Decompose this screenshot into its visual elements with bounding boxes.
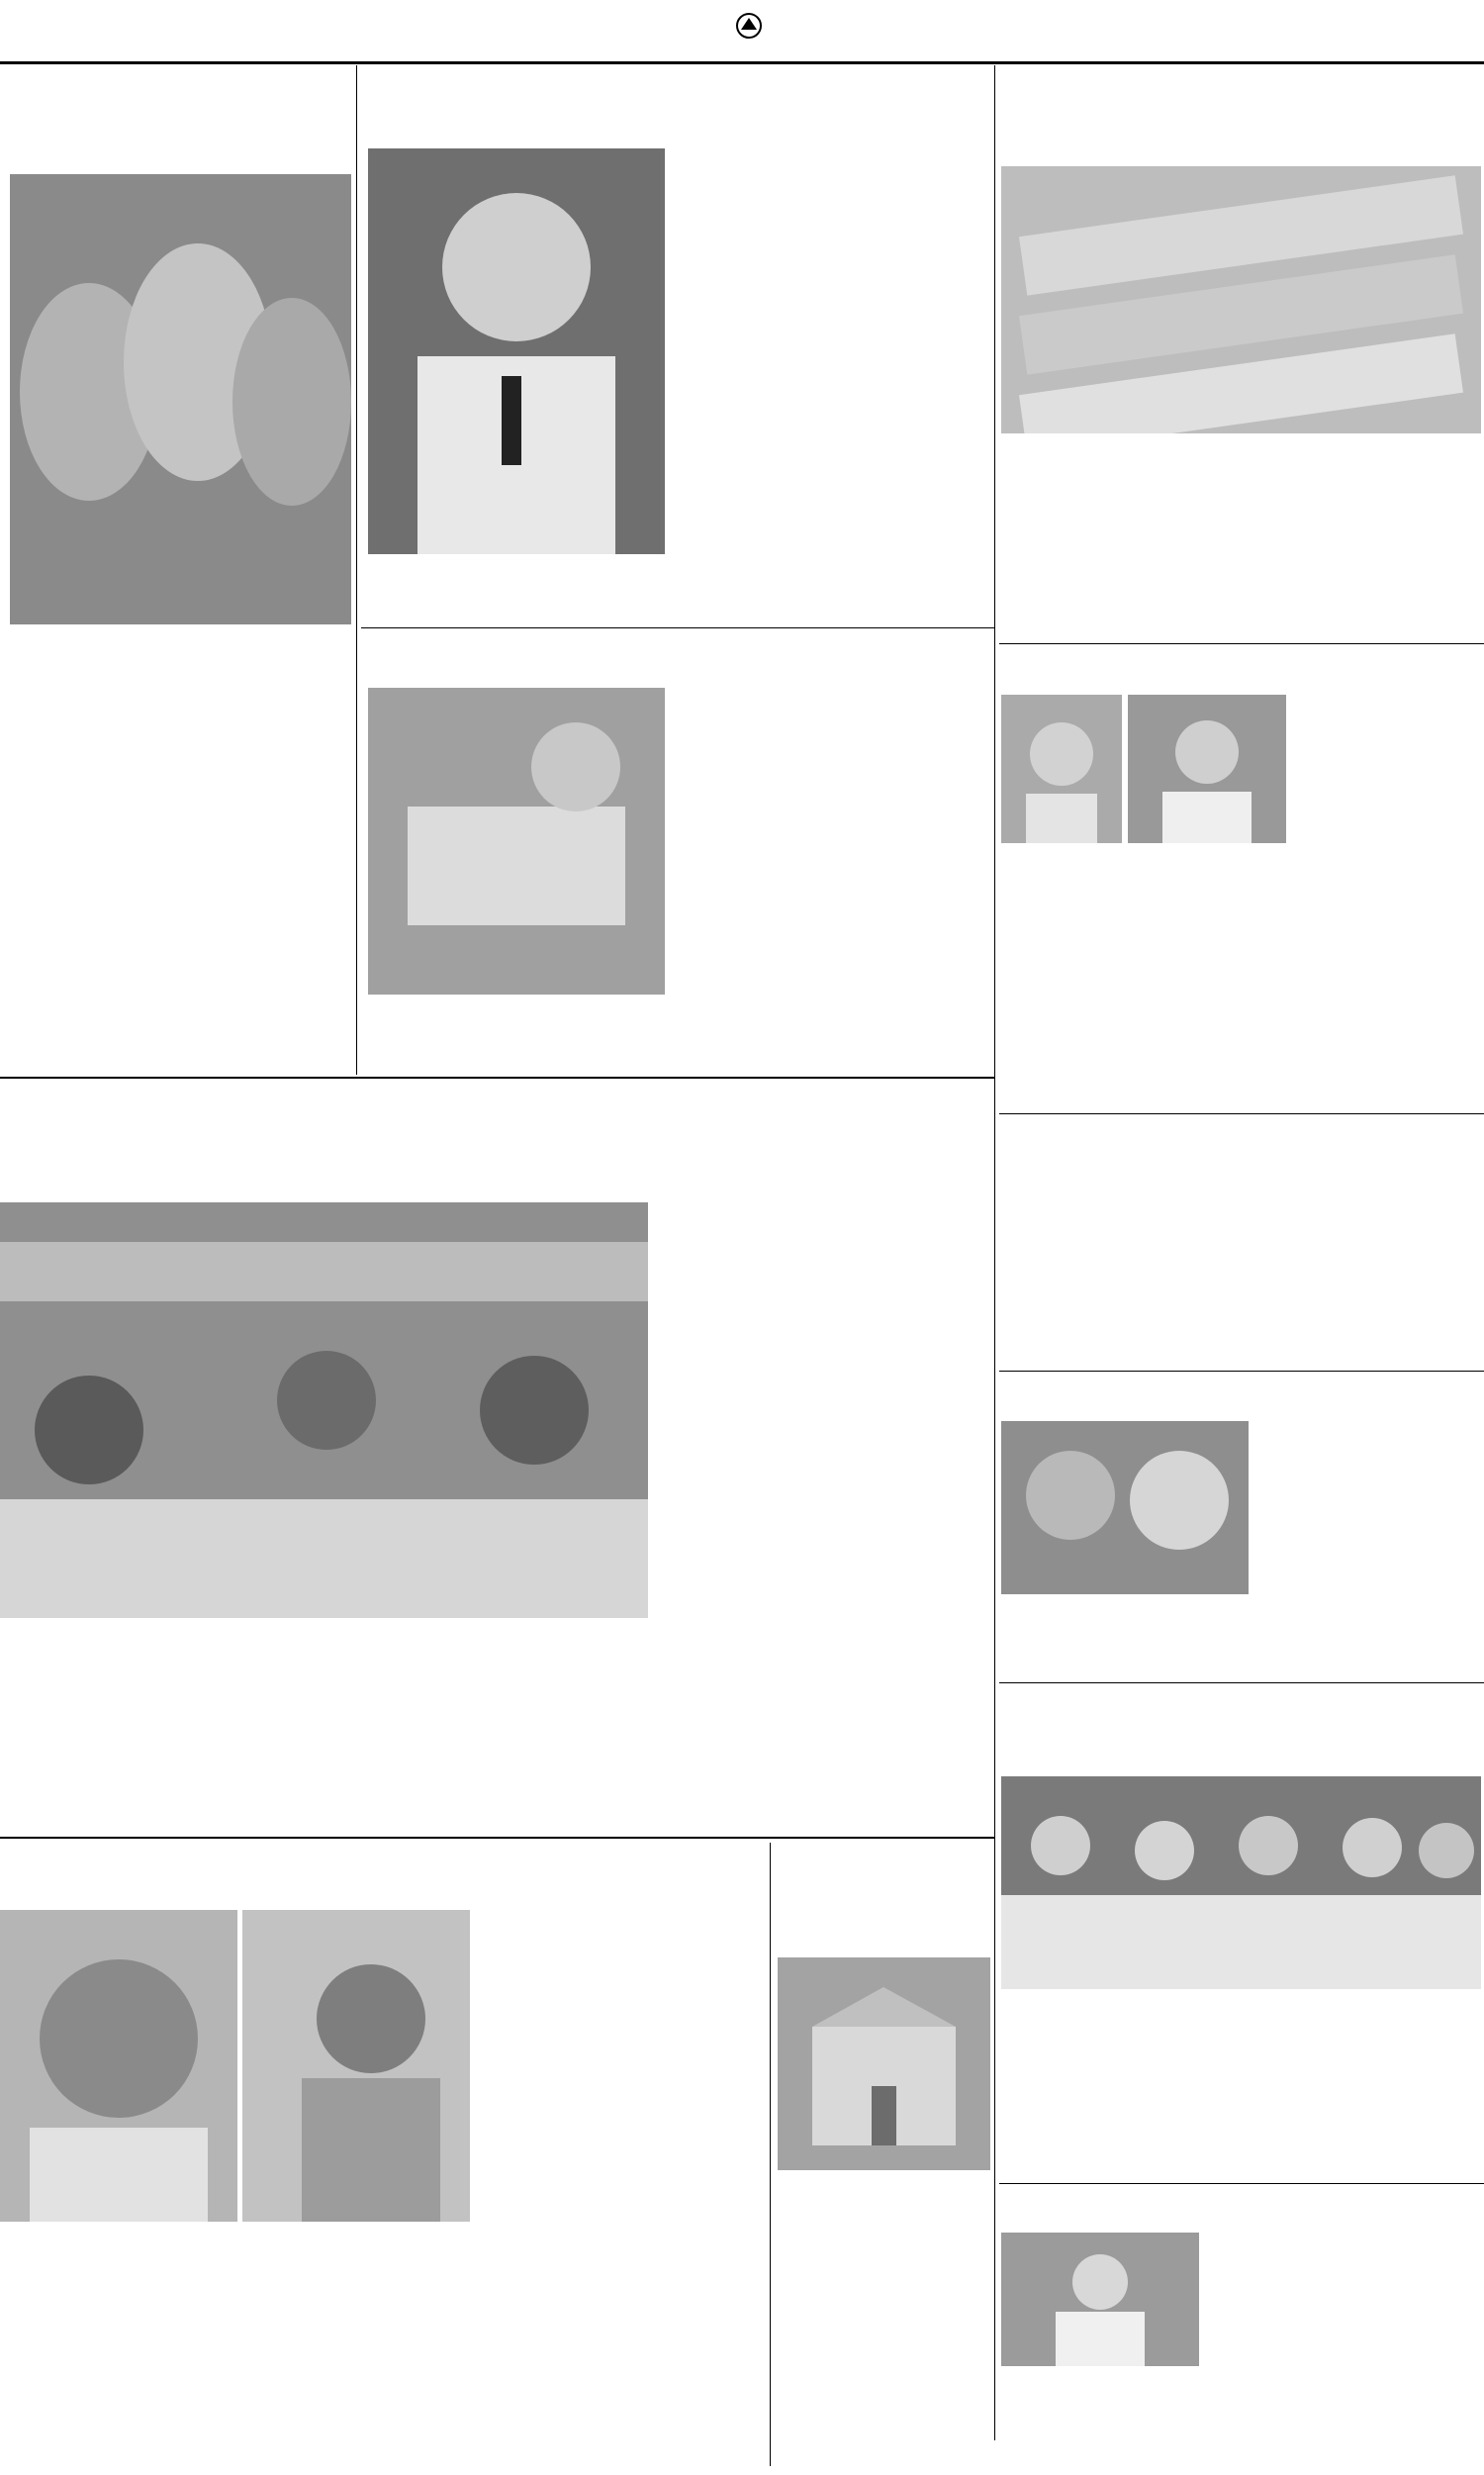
computers-body (675, 688, 989, 1072)
sitting-body-col2 (330, 1625, 645, 1831)
computers-headline (364, 633, 991, 681)
shoprabh-headline (1001, 1118, 1481, 1158)
anuhya-headline (1001, 647, 1481, 689)
anuhya-photo-victim (1001, 695, 1122, 843)
computers-photo (368, 688, 665, 995)
anuhya-photo-convict (1128, 695, 1286, 843)
masthead (0, 0, 1484, 61)
congress-photo (1001, 1776, 1481, 1989)
congress-headline (1001, 1688, 1481, 1769)
section-divider (999, 2183, 1484, 2184)
modi-body (675, 146, 989, 621)
sohrab-headline (0, 1843, 772, 1902)
column-rule (994, 65, 995, 2440)
sohrab-photo-1 (0, 1910, 237, 2222)
jinnah-photo (778, 1957, 990, 2170)
rajini-body-continued (1001, 2371, 1481, 2470)
dollars-body (1001, 440, 1481, 638)
jinnah-headline (774, 1843, 991, 1951)
modi-headline (361, 77, 989, 137)
section-divider (999, 1682, 1484, 1683)
anuhya-body (1294, 695, 1482, 843)
dollars-headline (1001, 75, 1481, 159)
masthead-brand (603, 6, 900, 46)
sitting-body-col3 (655, 1202, 989, 1831)
column-rule (770, 1843, 771, 2466)
modi-caption (368, 560, 665, 621)
modi-photo (368, 148, 665, 554)
cows-body (10, 633, 351, 1074)
section-divider (0, 1077, 994, 1079)
section-divider (999, 643, 1484, 644)
section-divider (0, 1837, 994, 1839)
congress-body (1001, 1995, 1481, 2178)
sohrab-body-col2 (242, 2229, 470, 2466)
anuhya-body-continued (1001, 849, 1481, 1108)
column-rule (356, 65, 357, 1075)
section-divider (999, 1371, 1484, 1372)
cows-photo (10, 174, 351, 624)
hanuman-body-continued (1001, 1599, 1481, 1678)
section-divider (999, 1113, 1484, 1114)
rajini-headline (1001, 2187, 1481, 2227)
rajini-body (1207, 2233, 1482, 2366)
section-divider (361, 627, 994, 628)
hanuman-headline (1001, 1376, 1481, 1415)
dollars-photo (1001, 166, 1481, 433)
hanuman-photo (1001, 1421, 1249, 1594)
sitting-body-col1 (8, 1625, 323, 1831)
shoprabh-body (1001, 1164, 1481, 1367)
rajini-photo (1001, 2233, 1199, 2366)
cows-headline (10, 77, 351, 166)
sohrab-body-col3 (477, 1910, 764, 2464)
jinnah-body (778, 2177, 990, 2466)
sohrab-body-col1 (0, 2229, 233, 2466)
sitting-headline (0, 1085, 994, 1193)
brand-logo-icon (735, 12, 763, 40)
masthead-divider (0, 61, 1484, 64)
hanuman-body (1256, 1421, 1482, 1594)
sohrab-photo-2 (242, 1910, 470, 2222)
sitting-photo (0, 1202, 648, 1618)
computers-caption (368, 1000, 665, 1071)
